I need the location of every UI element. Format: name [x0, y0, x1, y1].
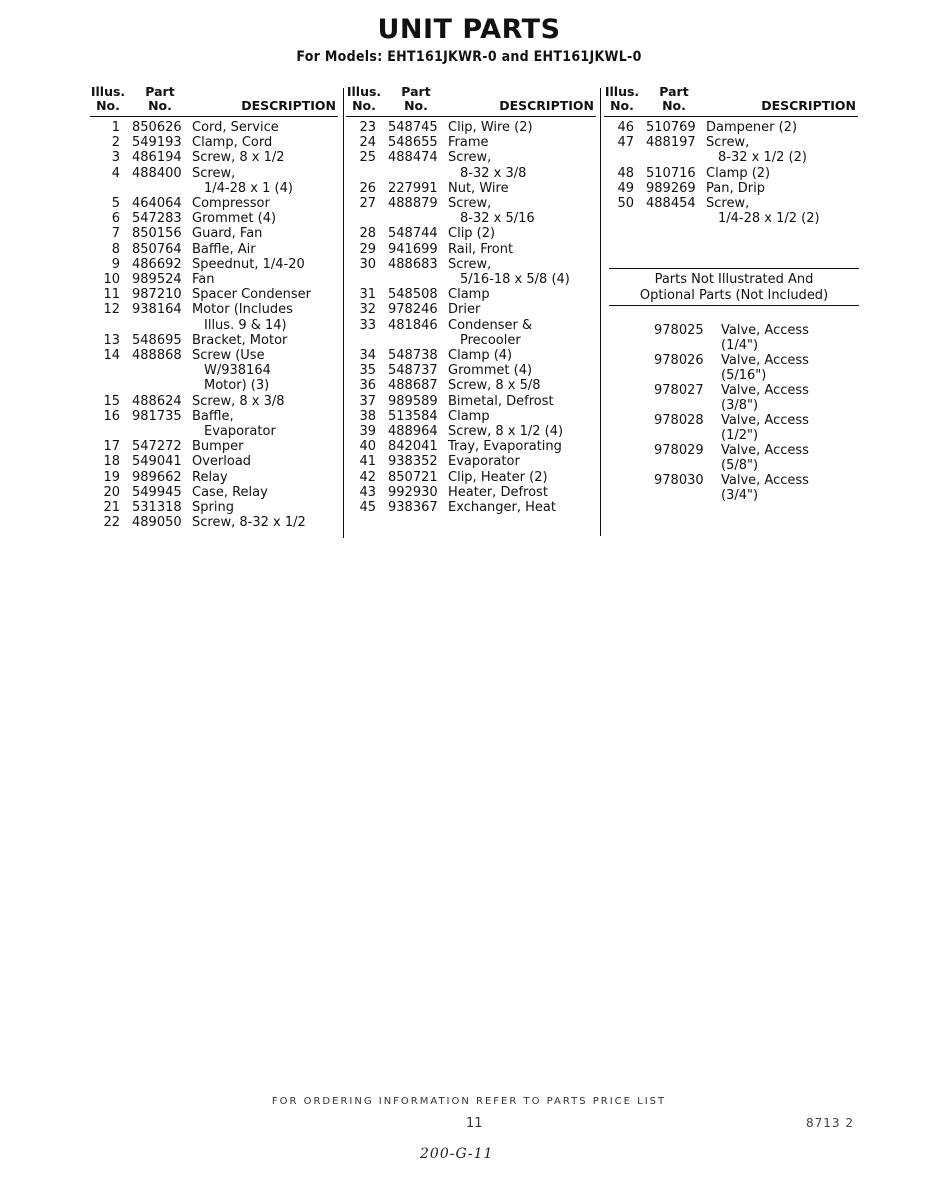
illus-number: 45 — [359, 500, 376, 516]
table-row — [346, 120, 596, 135]
part-description: Screw, 8 x 1/2 (4) — [448, 424, 564, 440]
part-number: 486194 — [132, 150, 182, 166]
list-item — [609, 383, 859, 413]
part-description: Bimetal, Defrost — [448, 393, 554, 409]
illus-number: 46 — [617, 120, 634, 135]
parts-column-3 — [604, 84, 858, 226]
part-description: Screw, — [706, 196, 750, 212]
part-description: Overload — [192, 454, 252, 470]
illus-number: 19 — [103, 469, 120, 485]
part-description: Motor (Includes — [192, 302, 293, 318]
table-row — [90, 120, 338, 135]
part-number: 510769 — [646, 120, 696, 135]
table-row — [346, 226, 596, 241]
part-description-continued: 1/4-28 x 1/2 (2) — [718, 211, 820, 227]
part-number: 989524 — [132, 272, 182, 288]
illus-number: 16 — [103, 408, 120, 424]
illus-number: 47 — [617, 135, 634, 151]
table-row — [346, 242, 596, 257]
part-number: 488624 — [132, 393, 182, 409]
part-number: 489050 — [132, 515, 182, 531]
table-row — [90, 333, 338, 348]
table-row — [346, 287, 596, 302]
table-row — [90, 470, 338, 485]
table-row — [90, 211, 338, 226]
part-description: Bracket, Motor — [192, 332, 288, 348]
part-description: Fan — [192, 272, 215, 288]
list-item — [609, 353, 859, 383]
part-number: 548695 — [132, 332, 182, 348]
part-description-continued: Motor) (3) — [204, 378, 270, 394]
part-number: 227991 — [388, 180, 438, 196]
part-description-continued: 5/16-18 x 5/8 (4) — [460, 272, 570, 288]
part-description: Clamp (4) — [448, 348, 513, 364]
part-description: Baffle, — [192, 408, 234, 424]
table-row — [346, 196, 596, 211]
part-number: 978025 — [654, 323, 704, 338]
parts-column-2 — [346, 84, 596, 515]
part-number: 510716 — [646, 165, 696, 181]
illus-number: 27 — [359, 196, 376, 212]
part-description: Exchanger, Heat — [448, 500, 556, 516]
illus-number: 7 — [111, 226, 120, 242]
part-description: Tray, Evaporating — [448, 439, 562, 455]
table-row — [90, 287, 338, 302]
table-row — [90, 150, 338, 165]
part-number: 978246 — [388, 302, 438, 318]
illus-number: 42 — [359, 469, 376, 485]
part-number: 850764 — [132, 241, 182, 257]
table-row — [346, 500, 596, 515]
illus-number: 31 — [359, 287, 376, 303]
part-number: 488474 — [388, 150, 438, 166]
list-item — [609, 323, 859, 353]
part-description: Dampener (2) — [706, 120, 798, 135]
table-row — [90, 439, 338, 454]
part-number: 548738 — [388, 348, 438, 364]
illus-number: 28 — [359, 226, 376, 242]
illus-number: 33 — [359, 317, 376, 333]
part-description: Screw, 8 x 5/8 — [448, 378, 541, 394]
table-row — [90, 272, 338, 287]
part-description: Grommet (4) — [192, 211, 277, 227]
illus-number: 29 — [359, 241, 376, 257]
part-description: Clamp, Cord — [192, 135, 273, 151]
part-number: 992930 — [388, 484, 438, 500]
table-row — [346, 439, 596, 454]
table-row — [346, 378, 596, 393]
part-description: Clip, Wire (2) — [448, 120, 533, 135]
list-item — [609, 413, 859, 443]
part-description: Bumper — [192, 439, 244, 455]
part-number: 531318 — [132, 500, 182, 516]
table-row — [346, 409, 596, 424]
table-row — [346, 348, 596, 363]
part-number: 548745 — [388, 120, 438, 135]
part-number: 488964 — [388, 424, 438, 440]
table-row — [346, 302, 596, 317]
part-description: Compressor — [192, 196, 270, 212]
part-description: Screw, — [706, 135, 750, 151]
part-description: Condenser & — [448, 317, 533, 333]
part-number: 938367 — [388, 500, 438, 516]
part-number: 488400 — [132, 165, 182, 181]
part-number: 987210 — [132, 287, 182, 303]
part-number: 978026 — [654, 353, 704, 368]
part-description: Screw, — [448, 150, 492, 166]
part-description: Clamp — [448, 287, 490, 303]
part-description: Speednut, 1/4-20 — [192, 256, 305, 272]
part-number: 978029 — [654, 443, 704, 458]
list-item — [609, 473, 859, 503]
part-number: 941699 — [388, 241, 438, 257]
illus-number: 17 — [103, 439, 120, 455]
part-description-continued: 8-32 x 3/8 — [460, 165, 527, 181]
document-number: 8713 2 — [806, 1116, 854, 1130]
part-number: 548737 — [388, 363, 438, 379]
part-number: 978030 — [654, 473, 704, 488]
parts-rows — [604, 117, 858, 226]
column-divider — [343, 88, 344, 538]
part-number: 548508 — [388, 287, 438, 303]
table-row — [90, 454, 338, 469]
ordering-note: FOR ORDERING INFORMATION REFER TO PARTS PRICE LIST — [271, 1096, 667, 1107]
part-description-continued: Evaporator — [204, 424, 276, 440]
table-row — [90, 226, 338, 241]
column-header: Illus. No. Part No. DESCRIPTION — [604, 84, 858, 117]
table-row — [90, 242, 338, 257]
part-number: 989269 — [646, 180, 696, 196]
illus-number: 43 — [359, 484, 376, 500]
part-description: Screw, — [448, 256, 492, 272]
part-description: Screw, — [192, 165, 236, 181]
part-description-continued: Illus. 9 & 14) — [204, 317, 287, 333]
part-description: Valve, Access (5/16") — [721, 353, 809, 383]
part-number: 842041 — [388, 439, 438, 455]
part-description: Valve, Access (5/8") — [721, 443, 809, 473]
table-row — [604, 196, 858, 211]
table-row — [346, 485, 596, 500]
part-description: Heater, Defrost — [448, 484, 548, 500]
illus-number: 9 — [111, 256, 120, 272]
table-row — [346, 257, 596, 272]
part-number: 486692 — [132, 256, 182, 272]
part-number: 488454 — [646, 196, 696, 212]
part-number: 549945 — [132, 484, 182, 500]
models-subtitle: For Models: EHT161JKWR-0 and EHT161JKWL-0 — [296, 49, 642, 65]
table-row — [346, 135, 596, 150]
part-description: Clamp (2) — [706, 165, 771, 181]
page-number: 11 — [466, 1116, 483, 1131]
table-row — [604, 120, 858, 135]
table-row — [90, 500, 338, 515]
table-row — [90, 196, 338, 211]
illus-number: 36 — [359, 378, 376, 394]
part-description: Valve, Access (3/4") — [721, 473, 809, 503]
part-description: Screw, 8 x 3/8 — [192, 393, 285, 409]
illus-number: 6 — [111, 211, 120, 227]
part-description: Clip (2) — [448, 226, 496, 242]
column-header: Illus. No. Part No. DESCRIPTION — [346, 84, 596, 117]
part-description: Cord, Service — [192, 120, 279, 135]
part-number: 488197 — [646, 135, 696, 151]
parts-rows — [346, 117, 596, 515]
table-row — [90, 394, 338, 409]
part-number: 981735 — [132, 408, 182, 424]
table-row — [90, 166, 338, 181]
table-row — [346, 394, 596, 409]
part-number: 548744 — [388, 226, 438, 242]
part-description: Clamp — [448, 408, 490, 424]
part-description: Screw, 8-32 x 1/2 — [192, 515, 306, 531]
part-number: 938164 — [132, 302, 182, 318]
part-number: 989662 — [132, 469, 182, 485]
illus-number: 23 — [359, 120, 376, 135]
part-number: 488868 — [132, 348, 182, 364]
part-description: Screw (Use — [192, 348, 265, 364]
table-row — [90, 302, 338, 317]
part-description-continued: W/938164 — [204, 363, 271, 379]
illus-number: 48 — [617, 165, 634, 181]
illus-number: 25 — [359, 150, 376, 166]
illus-number: 20 — [103, 484, 120, 500]
part-description: Case, Relay — [192, 484, 268, 500]
illus-number: 32 — [359, 302, 376, 318]
part-description: Valve, Access (1/4") — [721, 323, 809, 353]
part-number: 850626 — [132, 120, 182, 135]
illus-number: 18 — [103, 454, 120, 470]
column-divider — [600, 88, 601, 536]
table-row — [90, 485, 338, 500]
part-description: Screw, 8 x 1/2 — [192, 150, 285, 166]
illus-number: 2 — [111, 135, 120, 151]
part-description: Grommet (4) — [448, 363, 533, 379]
table-row — [90, 515, 338, 530]
table-row — [346, 363, 596, 378]
illus-number: 13 — [103, 332, 120, 348]
part-description: Valve, Access (1/2") — [721, 413, 809, 443]
not-illustrated-heading: Parts Not Illustrated And Optional Parts (Not Included) — [609, 268, 859, 306]
table-row — [90, 348, 338, 363]
column-header: Illus. No. Part No. DESCRIPTION — [90, 84, 338, 117]
illus-number: 14 — [103, 348, 120, 364]
part-description: Valve, Access (3/8") — [721, 383, 809, 413]
illus-number: 41 — [359, 454, 376, 470]
illus-number: 30 — [359, 256, 376, 272]
table-row — [346, 150, 596, 165]
table-row — [604, 166, 858, 181]
illus-number: 11 — [103, 287, 120, 303]
part-description-continued: 1/4-28 x 1 (4) — [204, 180, 293, 196]
part-number: 549041 — [132, 454, 182, 470]
part-description: Frame — [448, 135, 489, 151]
page-title: UNIT PARTS — [377, 14, 561, 45]
illus-number: 34 — [359, 348, 376, 364]
part-description: Baffle, Air — [192, 241, 256, 257]
illus-number: 22 — [103, 515, 120, 531]
illus-number: 24 — [359, 135, 376, 151]
table-row — [604, 135, 858, 150]
table-row — [90, 409, 338, 424]
illus-number: 38 — [359, 408, 376, 424]
parts-rows — [90, 117, 338, 530]
illus-number: 37 — [359, 393, 376, 409]
part-number: 978028 — [654, 413, 704, 428]
part-description: Evaporator — [448, 454, 520, 470]
part-number: 488683 — [388, 256, 438, 272]
part-number: 850156 — [132, 226, 182, 242]
illus-number: 4 — [111, 165, 120, 181]
illus-number: 50 — [617, 196, 634, 212]
part-number: 547283 — [132, 211, 182, 227]
part-number: 481846 — [388, 317, 438, 333]
illus-number: 26 — [359, 180, 376, 196]
part-number: 989589 — [388, 393, 438, 409]
illus-number: 12 — [103, 302, 120, 318]
illus-number: 3 — [111, 150, 120, 166]
table-row — [346, 424, 596, 439]
table-row — [346, 454, 596, 469]
part-description-continued: Precooler — [460, 332, 521, 348]
part-number: 548655 — [388, 135, 438, 151]
table-row — [346, 318, 596, 333]
part-number: 938352 — [388, 454, 438, 470]
part-number: 978027 — [654, 383, 704, 398]
part-description: Guard, Fan — [192, 226, 263, 242]
part-description-continued: 8-32 x 5/16 — [460, 211, 535, 227]
part-number: 488879 — [388, 196, 438, 212]
illus-number: 49 — [617, 180, 634, 196]
illus-number: 39 — [359, 424, 376, 440]
handwritten-note: 200-G-11 — [420, 1146, 494, 1162]
part-description: Clip, Heater (2) — [448, 469, 548, 485]
illus-number: 1 — [111, 120, 120, 135]
part-number: 547272 — [132, 439, 182, 455]
illus-number: 15 — [103, 393, 120, 409]
part-description: Spacer Condenser — [192, 287, 311, 303]
part-number: 488687 — [388, 378, 438, 394]
part-description-continued: 8-32 x 1/2 (2) — [718, 150, 807, 166]
not-illustrated-list — [609, 323, 859, 503]
parts-column-1 — [90, 84, 338, 530]
part-description: Drier — [448, 302, 481, 318]
illus-number: 40 — [359, 439, 376, 455]
table-row — [346, 470, 596, 485]
part-number: 850721 — [388, 469, 438, 485]
part-number: 549193 — [132, 135, 182, 151]
part-description: Spring — [192, 500, 234, 516]
table-row — [90, 135, 338, 150]
part-number: 513584 — [388, 408, 438, 424]
illus-number: 5 — [111, 196, 120, 212]
table-row — [346, 181, 596, 196]
part-number: 464064 — [132, 196, 182, 212]
table-row — [90, 257, 338, 272]
illus-number: 21 — [103, 500, 120, 516]
part-description: Screw, — [448, 196, 492, 212]
part-description: Pan, Drip — [706, 180, 765, 196]
illus-number: 10 — [103, 272, 120, 288]
part-description: Relay — [192, 469, 228, 485]
part-description: Rail, Front — [448, 241, 514, 257]
illus-number: 35 — [359, 363, 376, 379]
illus-number: 8 — [111, 241, 120, 257]
part-description: Nut, Wire — [448, 180, 509, 196]
list-item — [609, 443, 859, 473]
table-row — [604, 181, 858, 196]
